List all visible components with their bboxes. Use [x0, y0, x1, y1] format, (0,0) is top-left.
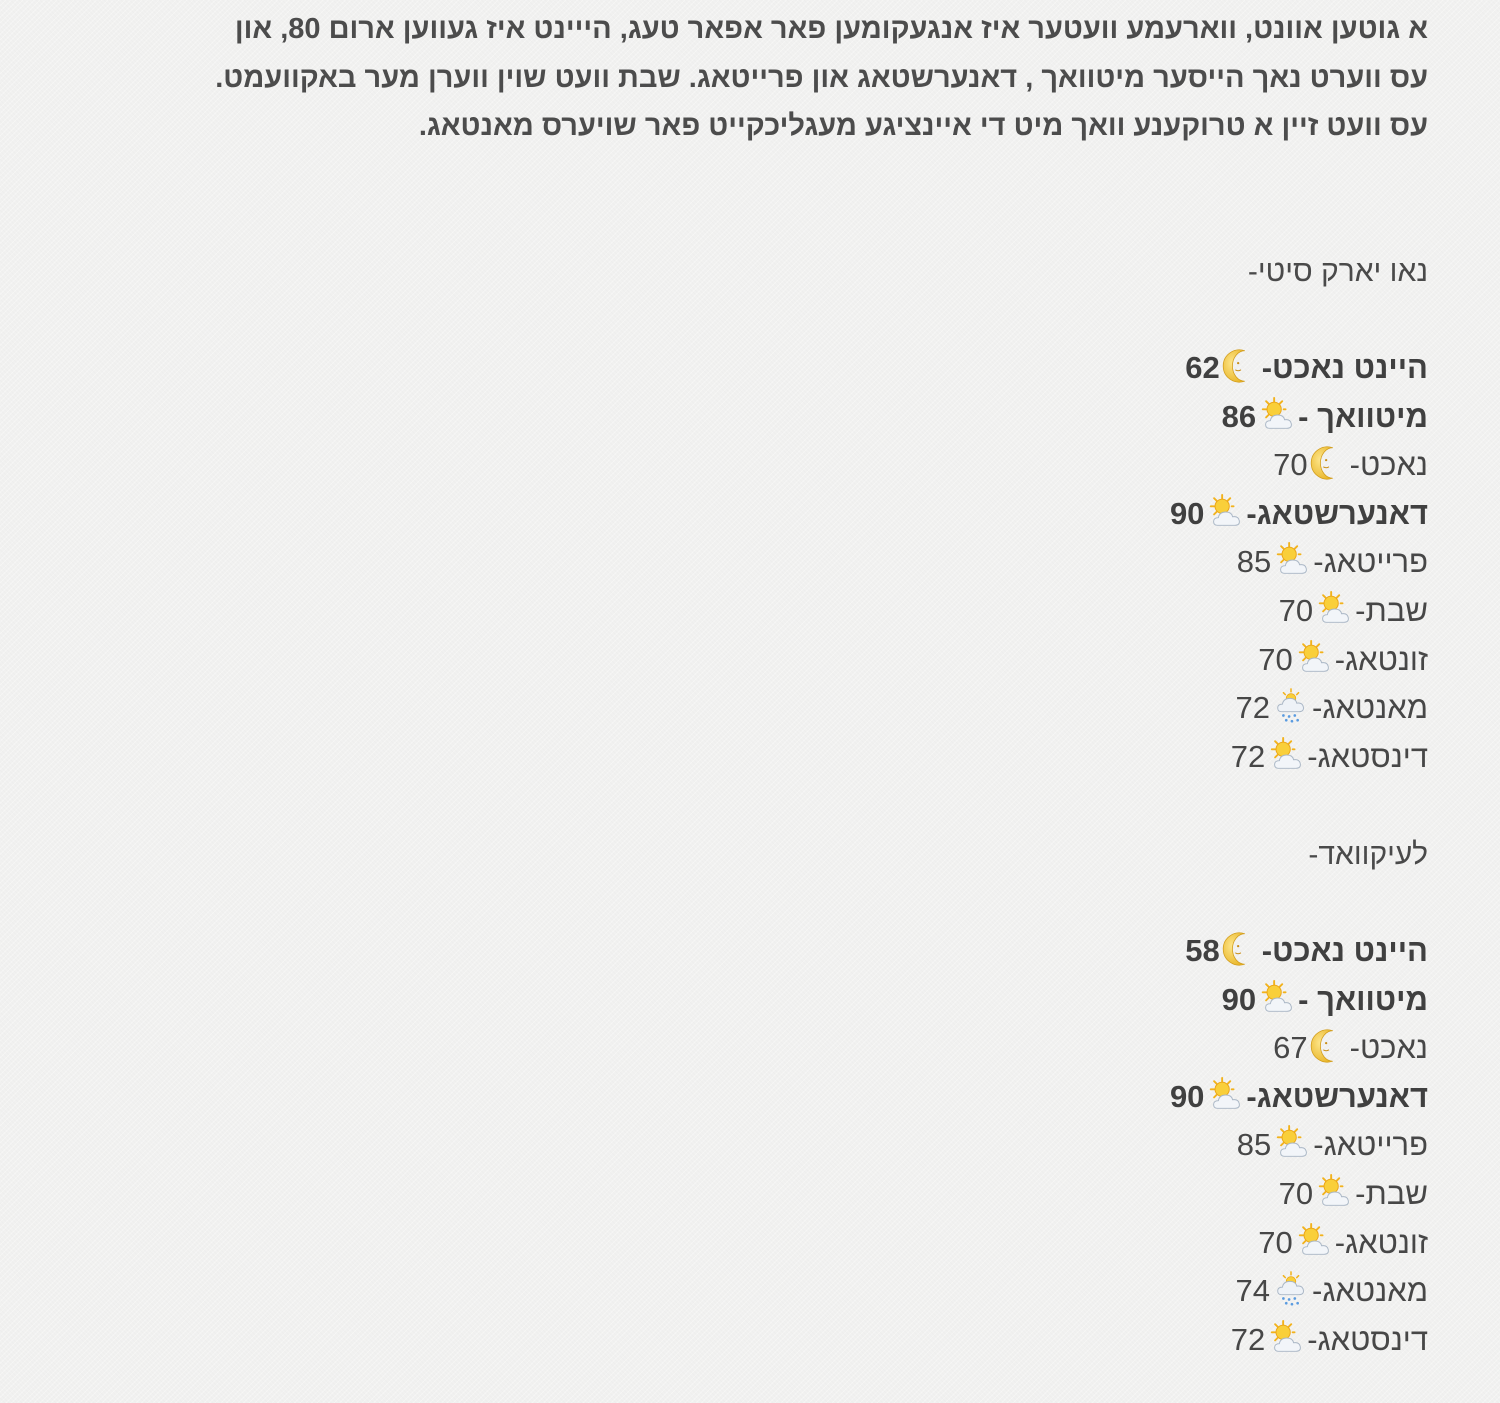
forecast-day-label: מאנטאג- — [1312, 1273, 1428, 1309]
forecast-day-label: שבת- — [1355, 1175, 1428, 1211]
moon-icon — [1310, 1027, 1348, 1065]
forecast-temperature: 72 — [1235, 690, 1271, 726]
forecast-day-label: נאכט- — [1349, 1030, 1428, 1066]
note-body[interactable] — [88, 0, 1428, 1357]
forecast-day-label: דאנערשטאג- — [1246, 495, 1428, 531]
rain-cloud-icon — [1272, 1270, 1310, 1308]
forecast-day-label: פרייטאג- — [1313, 1127, 1428, 1163]
forecast-row — [1170, 344, 1428, 393]
sun-behind-cloud-icon — [1295, 639, 1333, 677]
forecast-row — [1170, 490, 1428, 539]
forecast-temperature: 90 — [1221, 981, 1257, 1017]
forecast-temperature: 58 — [1185, 933, 1220, 968]
forecast-row — [1170, 636, 1428, 685]
forecast-day-label: מיטוואך - — [1298, 981, 1428, 1017]
forecast-row — [1170, 1219, 1428, 1268]
sun-behind-cloud-icon — [1273, 1124, 1311, 1162]
forecast-day-label: היינט נאכט- — [1261, 350, 1428, 385]
intro-line: עס ווערט נאך הייסער מיטוואך , דאנערשטאג און פרייטאג. שבת וועט שוין ווערן מער באקוועמט. — [215, 61, 1428, 94]
moon-icon — [1222, 930, 1260, 968]
forecast-list-lakewood — [1170, 927, 1428, 1364]
sun-behind-cloud-icon — [1258, 396, 1296, 434]
forecast-day-label: מיטוואך - — [1298, 398, 1428, 434]
forecast-temperature: 62 — [1185, 350, 1220, 385]
forecast-list-new-york — [1170, 344, 1428, 781]
forecast-day-label: דינסטאג- — [1307, 738, 1428, 774]
forecast-temperature: 70 — [1278, 1175, 1314, 1211]
forecast-row — [1170, 733, 1428, 782]
sun-behind-cloud-icon — [1258, 979, 1296, 1017]
sun-behind-cloud-icon — [1206, 1076, 1244, 1114]
forecast-temperature: 70 — [1258, 641, 1293, 677]
sun-behind-cloud-icon — [1267, 736, 1305, 774]
sun-behind-cloud-icon — [1295, 1222, 1333, 1260]
rain-cloud-icon — [1272, 687, 1310, 725]
forecast-row — [1170, 1316, 1428, 1365]
forecast-temperature: 70 — [1273, 447, 1308, 483]
forecast-row — [1170, 1170, 1428, 1219]
forecast-day-label: היינט נאכט- — [1261, 933, 1428, 968]
forecast-temperature: 85 — [1236, 544, 1272, 580]
sun-behind-cloud-icon — [1315, 590, 1353, 628]
sun-behind-cloud-icon — [1273, 541, 1311, 579]
forecast-temperature: 72 — [1230, 1321, 1266, 1357]
forecast-day-label: זונטאג- — [1334, 641, 1428, 677]
forecast-row — [1170, 441, 1428, 490]
forecast-day-label: נאכט- — [1349, 447, 1428, 483]
city-heading-new-york: נאו יארק סיטי- — [1247, 255, 1428, 288]
forecast-temperature: 85 — [1236, 1127, 1272, 1163]
forecast-day-label: פרייטאג- — [1313, 544, 1428, 580]
forecast-row — [1170, 927, 1428, 976]
forecast-row — [1170, 393, 1428, 442]
forecast-day-label: דינסטאג- — [1307, 1321, 1428, 1357]
forecast-temperature: 67 — [1273, 1030, 1308, 1066]
forecast-day-label: שבת- — [1355, 592, 1428, 628]
sun-behind-cloud-icon — [1315, 1173, 1353, 1211]
forecast-day-label: מאנטאג- — [1312, 690, 1428, 726]
forecast-temperature: 90 — [1169, 1078, 1205, 1114]
forecast-temperature: 74 — [1235, 1273, 1271, 1309]
forecast-row — [1170, 1073, 1428, 1122]
forecast-temperature: 90 — [1169, 495, 1205, 531]
city-heading-lakewood: לעיקוואד- — [1308, 838, 1428, 871]
forecast-row — [1170, 538, 1428, 587]
forecast-day-label: דאנערשטאג- — [1246, 1078, 1428, 1114]
forecast-temperature: 70 — [1258, 1224, 1293, 1260]
forecast-row — [1170, 1267, 1428, 1316]
intro-line: עס וועט זיין א טרוקענע וואך מיט די איינציגע מעגליכקייט פאר שויערס מאנטאג. — [418, 110, 1428, 142]
forecast-row — [1170, 684, 1428, 733]
forecast-row — [1170, 976, 1428, 1025]
forecast-row — [1170, 587, 1428, 636]
moon-icon — [1310, 444, 1348, 482]
intro-paragraph — [88, 5, 1428, 151]
forecast-day-label: זונטאג- — [1334, 1224, 1428, 1260]
forecast-temperature: 86 — [1221, 398, 1257, 434]
sun-behind-cloud-icon — [1206, 493, 1244, 531]
sun-behind-cloud-icon — [1267, 1319, 1305, 1357]
moon-icon — [1222, 347, 1260, 385]
forecast-row — [1170, 1121, 1428, 1170]
forecast-temperature: 70 — [1278, 592, 1314, 628]
forecast-row — [1170, 1024, 1428, 1073]
forecast-temperature: 72 — [1230, 738, 1266, 774]
intro-line: א גוטען אוונט, ווארעמע וועטער איז אנגעקומען פאר אפאר טעג, הייינט איז געווען ארום 80, און — [234, 13, 1428, 45]
